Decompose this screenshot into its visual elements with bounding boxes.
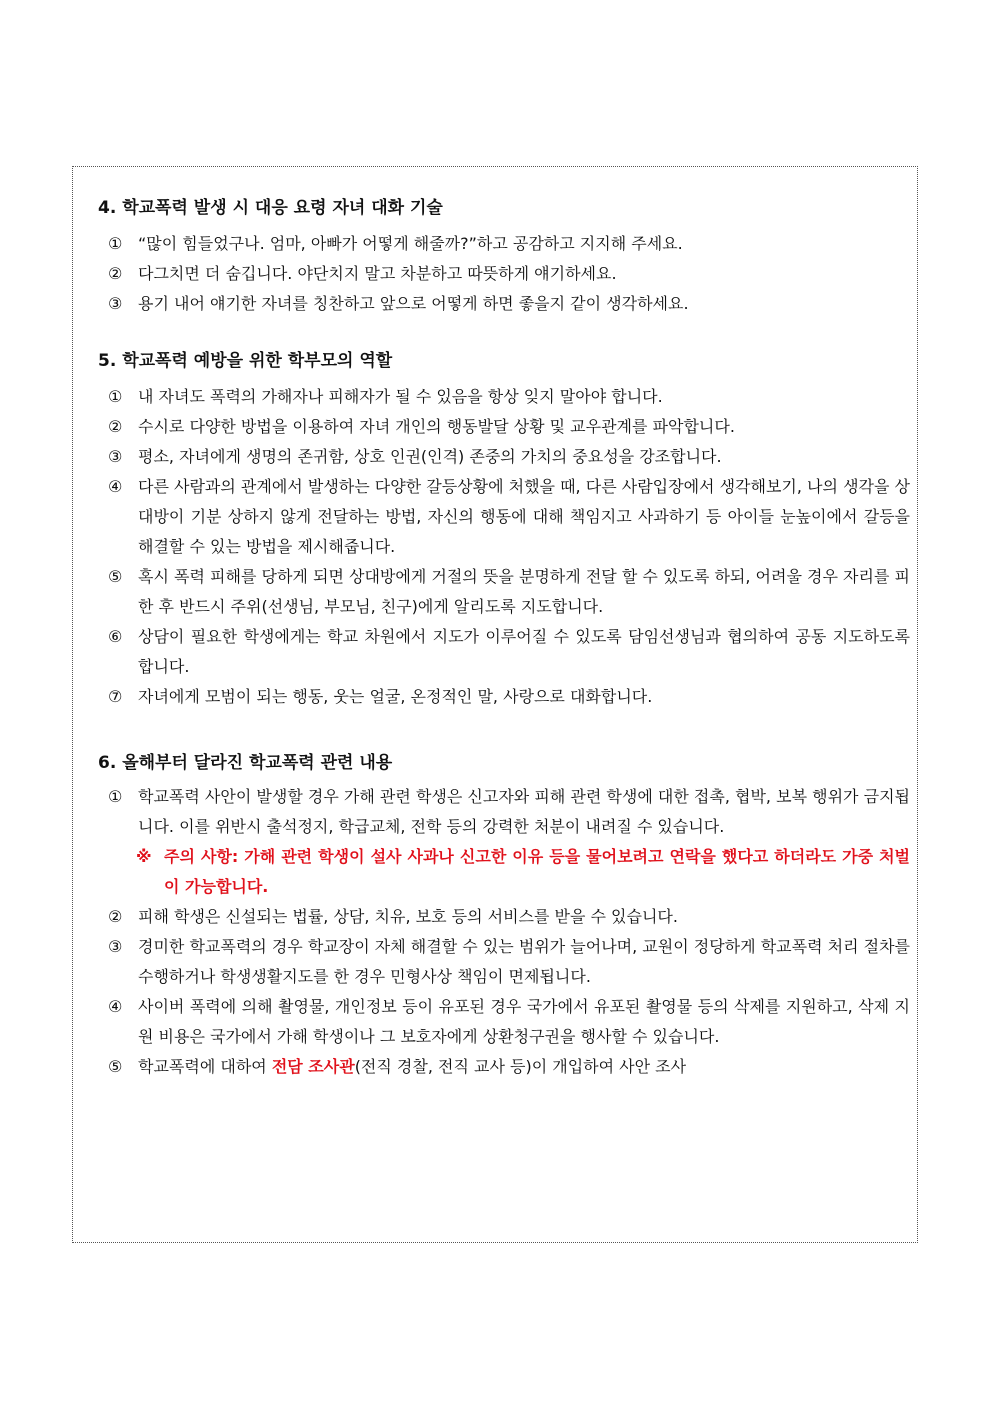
- item-number: ⑥: [108, 627, 123, 646]
- item-text: 피해 학생은 신설되는 법률, 상담, 치유, 보호 등의 서비스를 받을 수 있습니다.: [138, 907, 678, 926]
- list-item: [98, 472, 910, 562]
- item-text-post: (전직 경찰, 전직 교사 등)이 개입하여 사안 조사: [354, 1057, 687, 1076]
- item-text: 경미한 학교폭력의 경우 학교장이 자체 해결할 수 있는 범위가 늘어나며, 교원이 정당하게 학교폭력 처리 절차를 수행하거나 학생생활지도를 한 경우 민형사상 책임이 면제됩니다.: [138, 937, 910, 986]
- list-item: [98, 782, 910, 842]
- list-item: [98, 1052, 910, 1082]
- item-text: 학교폭력 사안이 발생할 경우 가해 관련 학생은 신고자와 피해 관련 학생에 대한 접촉, 협박, 보복 행위가 금지됩니다. 이를 위반시 출석정지, 학급교체, 전학 등의 강력한 처분이 내려질 수 있습니다.: [138, 787, 910, 836]
- item-number: ③: [108, 447, 123, 466]
- reference-mark-icon: ※: [136, 847, 152, 866]
- list-item: [98, 992, 910, 1052]
- item-text: 다그치면 더 숨깁니다. 야단치지 말고 차분하고 따뜻하게 얘기하세요.: [138, 264, 617, 283]
- list-item: [98, 412, 910, 442]
- item-number: ⑤: [108, 567, 123, 586]
- item-number: ①: [108, 234, 123, 253]
- section-4: [98, 197, 910, 319]
- item-number: ②: [108, 907, 123, 926]
- item-number: ②: [108, 417, 123, 436]
- item-text: 혹시 폭력 피해를 당하게 되면 상대방에게 거절의 뜻을 분명하게 전달 할 수 있도록 하되, 어려울 경우 자리를 피한 후 반드시 주위(선생님, 부모님, 친구)에게 알리도록 지도합니다.: [138, 567, 910, 616]
- item-text: 자녀에게 모범이 되는 행동, 웃는 얼굴, 온정적인 말, 사랑으로 대화합니다.: [138, 687, 653, 706]
- section-5-heading: 5. 학교폭력 예방을 위한 학부모의 역할: [98, 351, 393, 371]
- section-4-heading: 4. 학교폭력 발생 시 대응 요령 자녀 대화 기술: [98, 198, 443, 218]
- item-text: 다른 사람과의 관계에서 발생하는 다양한 갈등상황에 처했을 때, 다른 사람입장에서 생각해보기, 나의 생각을 상대방이 기분 상하지 않게 전달하는 방법, 자신의 행동에 대해 책임지고 사과하기 등 아이들 눈높이에서 갈등을 해결할 수 있는 방법을 제시해줍니다.: [138, 477, 910, 556]
- item-number: ①: [108, 787, 123, 806]
- caution-note-text: 주의 사항: 가해 관련 학생이 설사 사과나 신고한 이유 등을 물어보려고 연락을 했다고 하더라도 가중 처벌이 가능합니다.: [164, 847, 910, 896]
- item-text: 내 자녀도 폭력의 가해자나 피해자가 될 수 있음을 항상 잊지 말아야 합니다.: [138, 387, 663, 406]
- item-text-pre: 학교폭력에 대하여: [138, 1057, 272, 1076]
- item-number: ④: [108, 477, 123, 496]
- list-item: [98, 562, 910, 622]
- list-item: [98, 622, 910, 682]
- list-item: [98, 382, 910, 412]
- list-item: [98, 259, 910, 289]
- item-number: ⑦: [108, 687, 123, 706]
- list-item: [98, 289, 910, 319]
- caution-note: [98, 842, 910, 902]
- item-number: ④: [108, 997, 123, 1016]
- list-item: [98, 932, 910, 992]
- item-text: 사이버 폭력에 의해 촬영물, 개인정보 등이 유포된 경우 국가에서 유포된 촬영물 등의 삭제를 지원하고, 삭제 지원 비용은 국가에서 가해 학생이나 그 보호자에게 상환청구권을 행사할 수 있습니다.: [138, 997, 910, 1046]
- highlight-investigator: 전담 조사관: [271, 1057, 355, 1076]
- item-text: 수시로 다양한 방법을 이용하여 자녀 개인의 행동발달 상황 및 교우관계를 파악합니다.: [138, 417, 735, 436]
- list-item: [98, 902, 910, 932]
- item-text: 평소, 자녀에게 생명의 존귀함, 상호 인권(인격) 존중의 가치의 중요성을 강조합니다.: [138, 447, 722, 466]
- section-6-heading: 6. 올해부터 달라진 학교폭력 관련 내용: [98, 753, 393, 773]
- section-6-list: [98, 782, 910, 1082]
- item-number: ①: [108, 387, 123, 406]
- list-item: [98, 442, 910, 472]
- item-number: ③: [108, 937, 123, 956]
- section-5-list: [98, 382, 910, 712]
- section-5: [98, 350, 910, 712]
- item-text: 용기 내어 얘기한 자녀를 칭찬하고 앞으로 어떻게 하면 좋을지 같이 생각하세요.: [138, 294, 689, 313]
- item-number: ③: [108, 294, 123, 313]
- section-4-list: [98, 229, 910, 319]
- section-6: [98, 752, 910, 1082]
- item-number: ②: [108, 264, 123, 283]
- item-text: “많이 힘들었구나. 엄마, 아빠가 어떻게 해줄까?”하고 공감하고 지지해 주세요.: [138, 234, 683, 253]
- list-item: [98, 682, 910, 712]
- item-text: 상담이 필요한 학생에게는 학교 차원에서 지도가 이루어질 수 있도록 담임선생님과 협의하여 공동 지도하도록 합니다.: [138, 627, 910, 676]
- item-number: ⑤: [108, 1057, 123, 1076]
- list-item: [98, 229, 910, 259]
